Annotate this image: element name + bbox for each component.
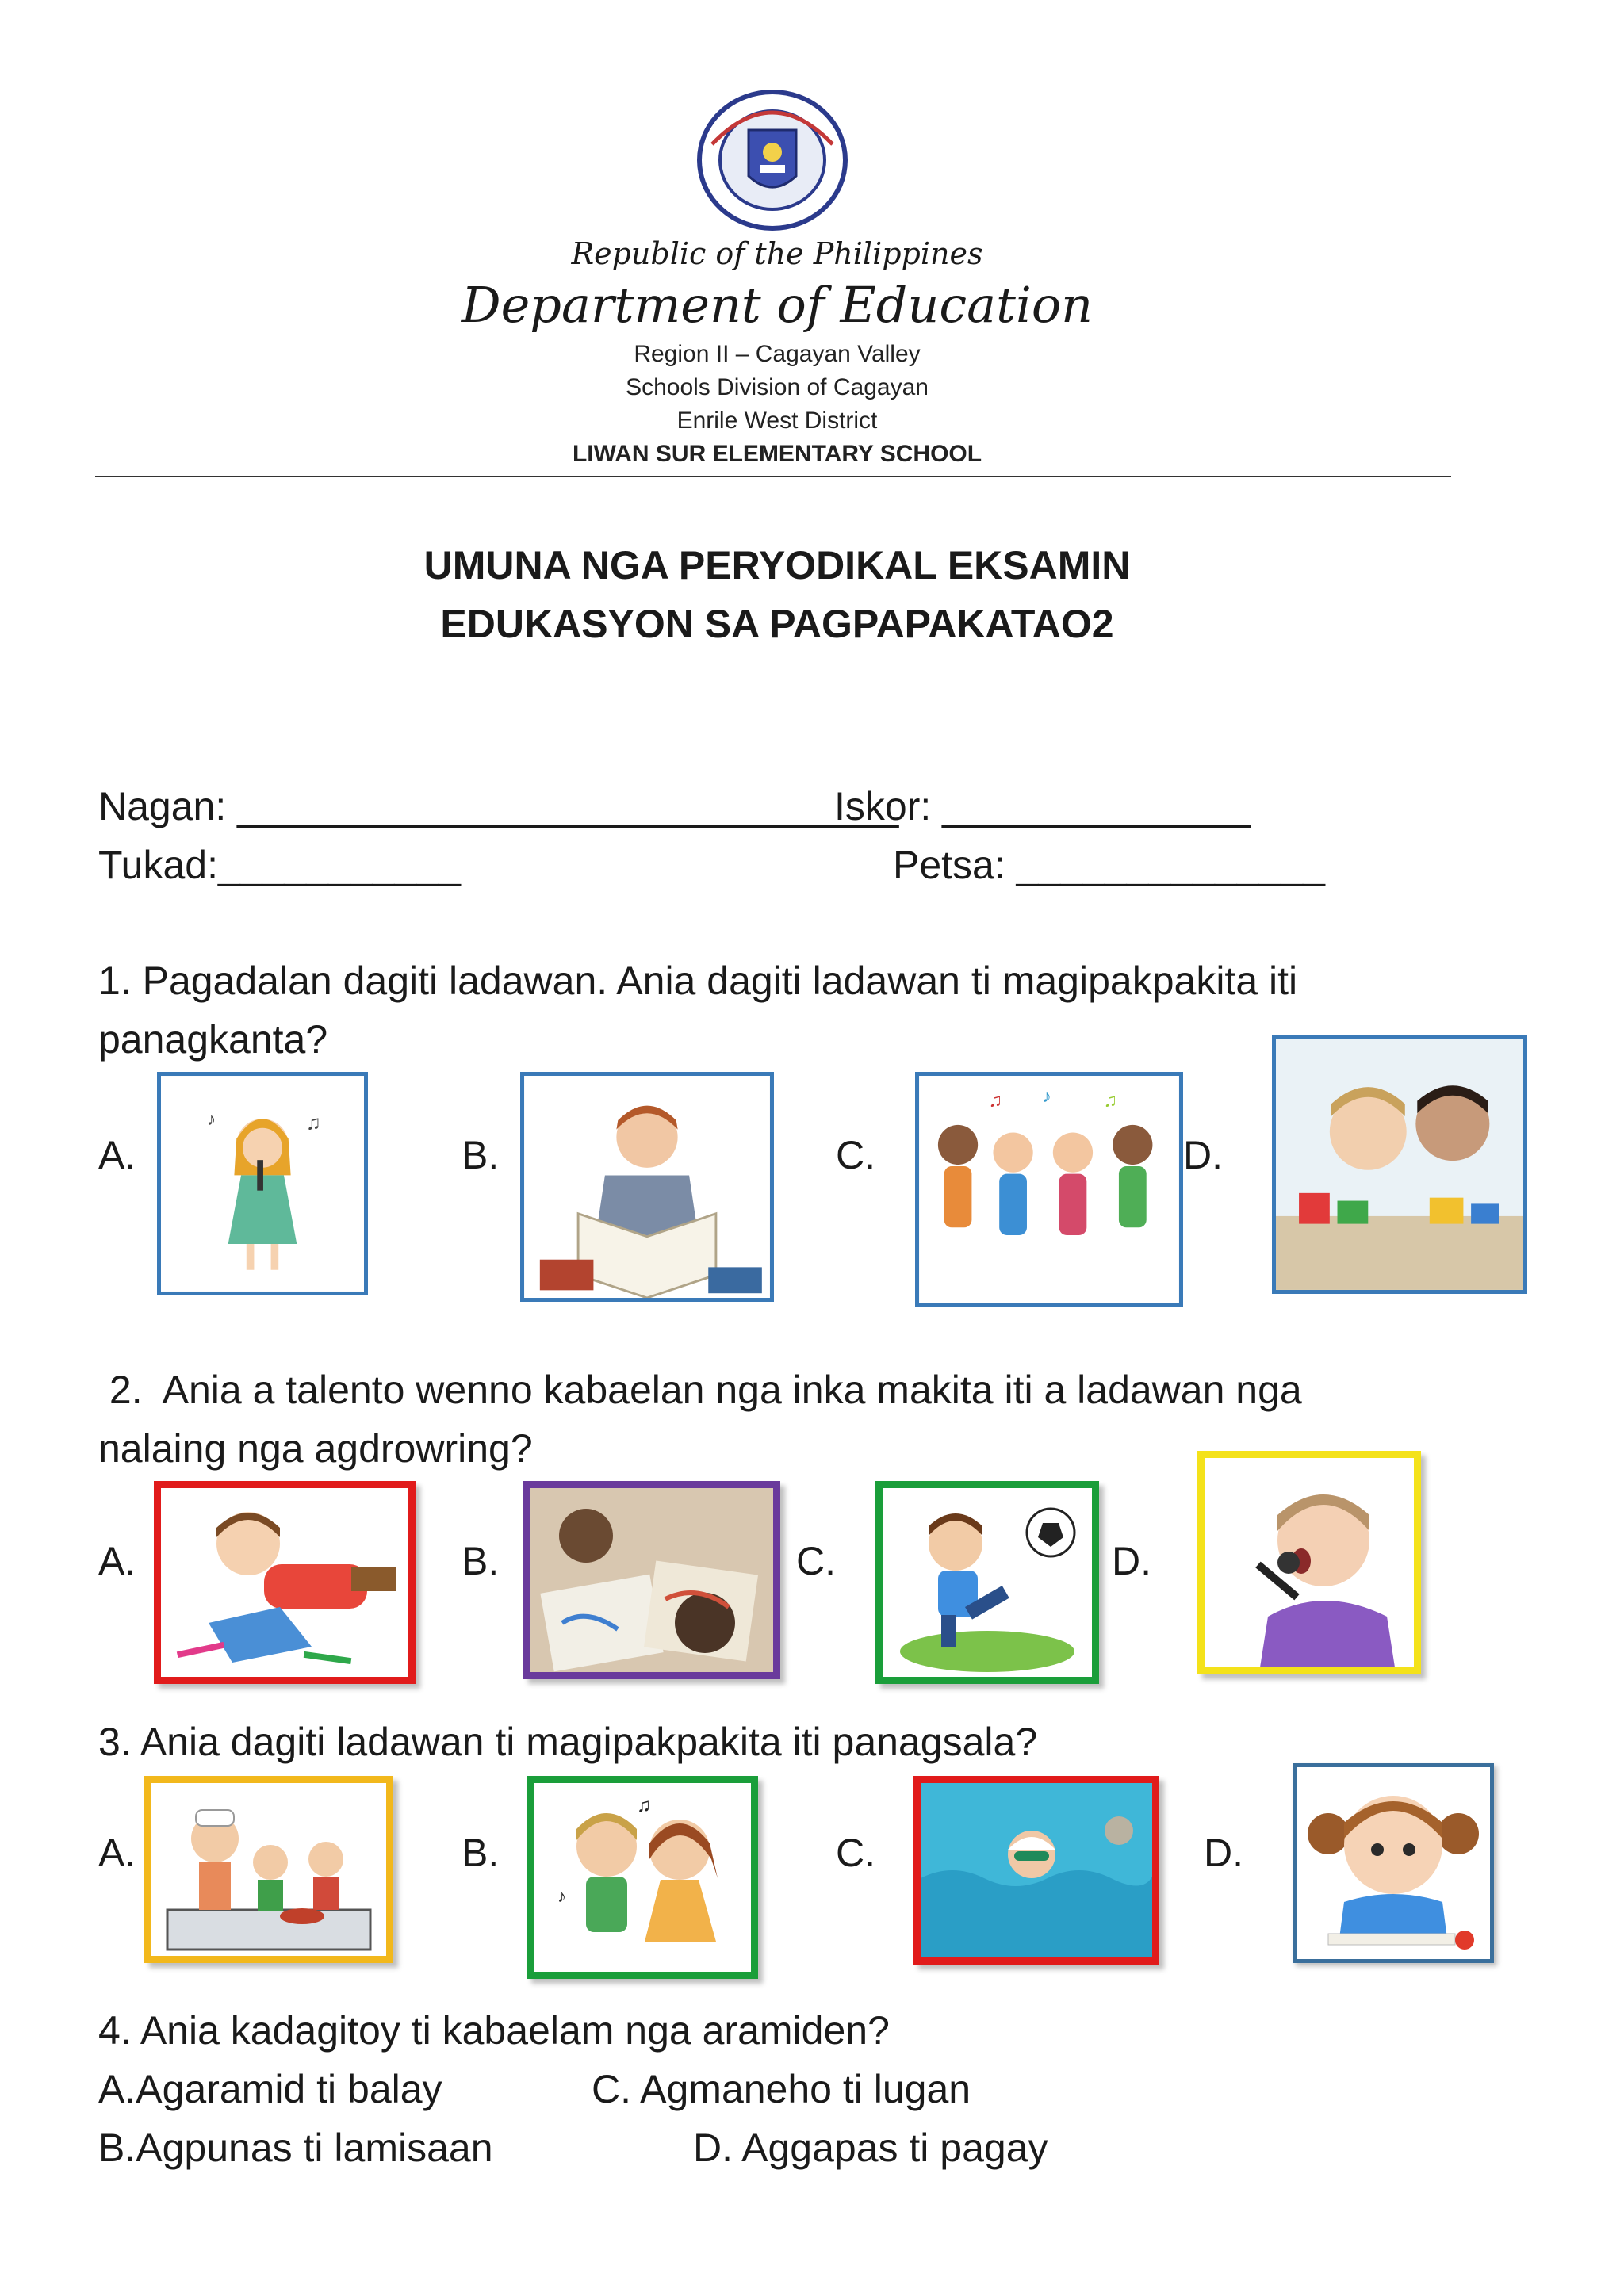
q4-option-d[interactable]: D. Aggapas ti pagay xyxy=(693,2126,1048,2170)
svg-text:♫: ♫ xyxy=(988,1089,1003,1111)
region-text: Region II – Cagayan Valley xyxy=(634,341,921,367)
q2-option-d-label[interactable]: D. xyxy=(1112,1539,1151,1583)
q1-option-d-kids-playing-blocks-image[interactable] xyxy=(1272,1035,1527,1294)
grade-field: Tukad:___________ xyxy=(98,843,461,887)
q2-option-b-painting-kids-image[interactable] xyxy=(523,1481,780,1679)
school-name: LIWAN SUR ELEMENTARY SCHOOL xyxy=(572,441,982,467)
svg-text:♫: ♫ xyxy=(637,1795,651,1816)
date-field: Petsa: ______________ xyxy=(893,843,1325,887)
q3-option-c-label[interactable]: C. xyxy=(836,1831,875,1875)
q2-option-d-singing-boy-image[interactable] xyxy=(1197,1451,1421,1674)
q2-option-a-drawing-boy-image[interactable] xyxy=(154,1481,416,1684)
q4-option-a[interactable]: A.Agaramid ti balay xyxy=(98,2067,442,2111)
q1-option-b-reading-boy-image[interactable] xyxy=(520,1072,774,1302)
deped-seal-icon xyxy=(696,89,848,232)
district-text: Enrile West District xyxy=(676,408,878,434)
q2-option-b-label[interactable]: B. xyxy=(462,1539,500,1583)
name-field: Nagan: ______________________________ xyxy=(98,784,899,828)
q3-option-a-label[interactable]: A. xyxy=(98,1831,136,1875)
score-field: Iskor: ______________ xyxy=(834,784,1251,828)
q1-option-a-label[interactable]: A. xyxy=(98,1133,136,1177)
q3-option-d-label[interactable]: D. xyxy=(1204,1831,1243,1875)
q3-option-a-cooking-family-image[interactable] xyxy=(144,1776,393,1963)
question-2-text-cont: nalaing nga agdrowring? xyxy=(98,1426,533,1471)
question-1-text-cont: panagkanta? xyxy=(98,1017,328,1062)
svg-text:♫: ♫ xyxy=(305,1112,321,1135)
svg-text:♪: ♪ xyxy=(206,1108,216,1129)
q3-option-d-writing-girl-image[interactable] xyxy=(1293,1763,1494,1963)
q3-option-b-dancing-kids-image[interactable] xyxy=(527,1776,758,1979)
header-divider xyxy=(95,476,1451,477)
q1-option-a-singing-girl-image[interactable] xyxy=(157,1072,368,1295)
q4-option-b[interactable]: B.Agpunas ti lamisaan xyxy=(98,2126,493,2170)
q3-option-c-swimming-child-image[interactable] xyxy=(914,1776,1159,1965)
exam-title: UMUNA NGA PERYODIKAL EKSAMIN xyxy=(423,543,1131,587)
q2-option-c-label[interactable]: C. xyxy=(796,1539,836,1583)
question-4-text: 4. Ania kadagitoy ti kabaelam nga aramiden? xyxy=(98,2008,890,2053)
subject-title: EDUKASYON SA PAGPAPAKATAO2 xyxy=(440,602,1114,646)
q1-option-b-label[interactable]: B. xyxy=(462,1133,500,1177)
q2-option-c-soccer-boy-image[interactable] xyxy=(875,1481,1099,1684)
division-text: Schools Division of Cagayan xyxy=(626,374,929,400)
department-title: Department of Education xyxy=(461,276,1094,334)
q4-option-c[interactable]: C. Agmaneho ti lugan xyxy=(592,2067,971,2111)
question-1-text: 1. Pagadalan dagiti ladawan. Ania dagiti ladawan ti magipakpakita iti xyxy=(98,959,1298,1003)
q1-option-c-label[interactable]: C. xyxy=(836,1133,875,1177)
svg-text:♪: ♪ xyxy=(557,1886,566,1906)
question-3-text: 3. Ania dagiti ladawan ti magipakpakita iti panagsala? xyxy=(98,1720,1038,1764)
question-2-text: 2. Ania a talento wenno kabaelan nga inka makita iti a ladawan nga xyxy=(98,1368,1302,1412)
republic-text: Republic of the Philippines xyxy=(571,236,983,271)
q1-option-d-label[interactable]: D. xyxy=(1183,1133,1223,1177)
svg-text:♫: ♫ xyxy=(1103,1089,1117,1111)
svg-text:♪: ♪ xyxy=(1042,1085,1051,1106)
q1-option-c-dancing-kids-image[interactable] xyxy=(915,1072,1183,1307)
q2-option-a-label[interactable]: A. xyxy=(98,1539,136,1583)
q3-option-b-label[interactable]: B. xyxy=(462,1831,500,1875)
